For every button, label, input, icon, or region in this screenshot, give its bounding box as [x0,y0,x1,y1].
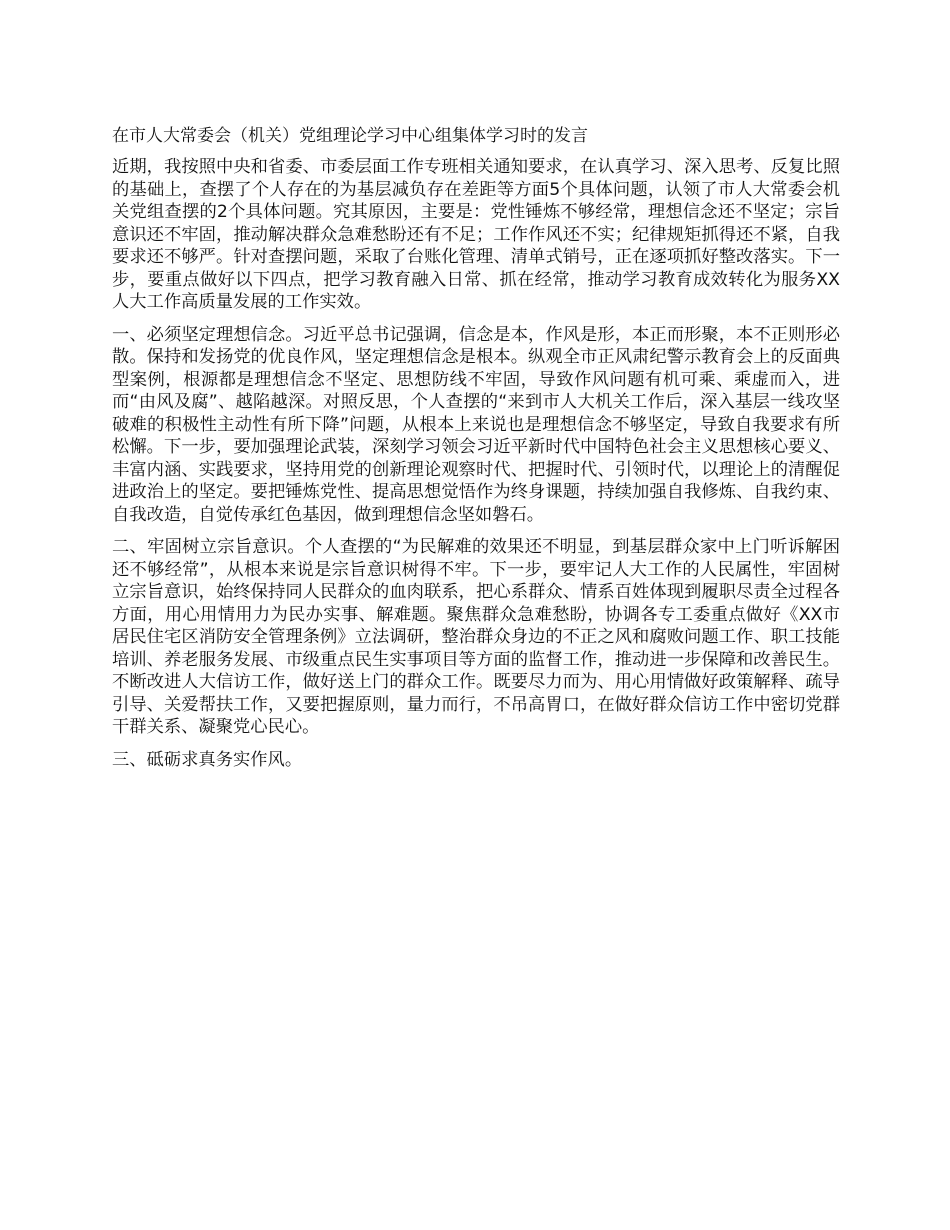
section-one-paragraph: 一、必须坚定理想信念。习近平总书记强调，信念是本，作风是形，本正而形聚，本不正则形必散。保持和发扬党的优良作风，坚定理想信念是根本。纵观全市正风肃纪警示教育会上的反面典型案例，根源都是理想信念不坚定、思想防线不牢固，导致作风问题有机可乘、乘虚而入，进而“由风及腐”、越陷越深。对照反思，个人查摆的“来到市人大机关工作后，深入基层一线攻坚破难的积极性主动性有所下降”问题，从根本上来说也是理想信念不够坚定，导致自我要求有所松懈。下一步，要加强理论武装，深刻学习领会习近平新时代中国特色社会主义思想核心要义、丰富内涵、实践要求，坚持用党的创新理论观察时代、把握时代、引领时代，以理论上的清醒促进政治上的坚定。要把锤炼党性、提高思想觉悟作为终身课题，持续加强自我修炼、自我约束、自我改造，自觉传承红色基因，做到理想信念坚如磐石。 [112,324,840,525]
document-title: 在市人大常委会（机关）党组理论学习中心组集体学习时的发言 [112,126,588,146]
section-three-heading: 三、砥砺求真务实作风。 [112,749,303,770]
section-two-paragraph: 二、牢固树立宗旨意识。个人查摆的“为民解难的效果还不明显，到基层群众家中上门听诉解困还不够经常”，从根本来说是宗旨意识树得不牢。下一步，要牢记人大工作的人民属性，牢固树立宗旨意识，始终保持同人民群众的血肉联系，把心系群众、情系百姓体现到履职尽责全过程各方面，用心用情用力为民办实事、解难题。聚焦群众急难愁盼，协调各专工委重点做好《XX市居民住宅区消防安全管理条例》立法调研，整治群众身边的不正之风和腐败问题工作、职工技能培训、养老服务发展、市级重点民生实事项目等方面的监督工作，推动进一步保障和改善民生。不断改进人大信访工作，做好送上门的群众工作。既要尽力而为、用心用情做好政策解释、疏导引导、关爱帮扶工作，又要把握原则，量力而行，不吊高胃口，在做好群众信访工作中密切党群干群关系、凝聚党心民心。 [112,537,840,737]
intro-paragraph: 近期，我按照中央和省委、市委层面工作专班相关通知要求，在认真学习、深入思考、反复比照的基础上，查摆了个人存在的为基层减负存在差距等方面5个具体问题，认领了市人大常委会机关党组查摆的2个具体问题。究其原因，主要是：党性锤炼不够经常，理想信念还不坚定；宗旨意识还不牢固，推动解决群众急难愁盼还有不足；工作作风还不实；纪律规矩抓得还不紧，自我要求还不够严。针对查摆问题，采取了台账化管理、清单式销号，正在逐项抓好整改落实。下一步，要重点做好以下四点，把学习教育融入日常、抓在经常，推动学习教育成效转化为服务XX人大工作高质量发展的工作实效。 [112,157,840,312]
document-page [112,124,840,781]
